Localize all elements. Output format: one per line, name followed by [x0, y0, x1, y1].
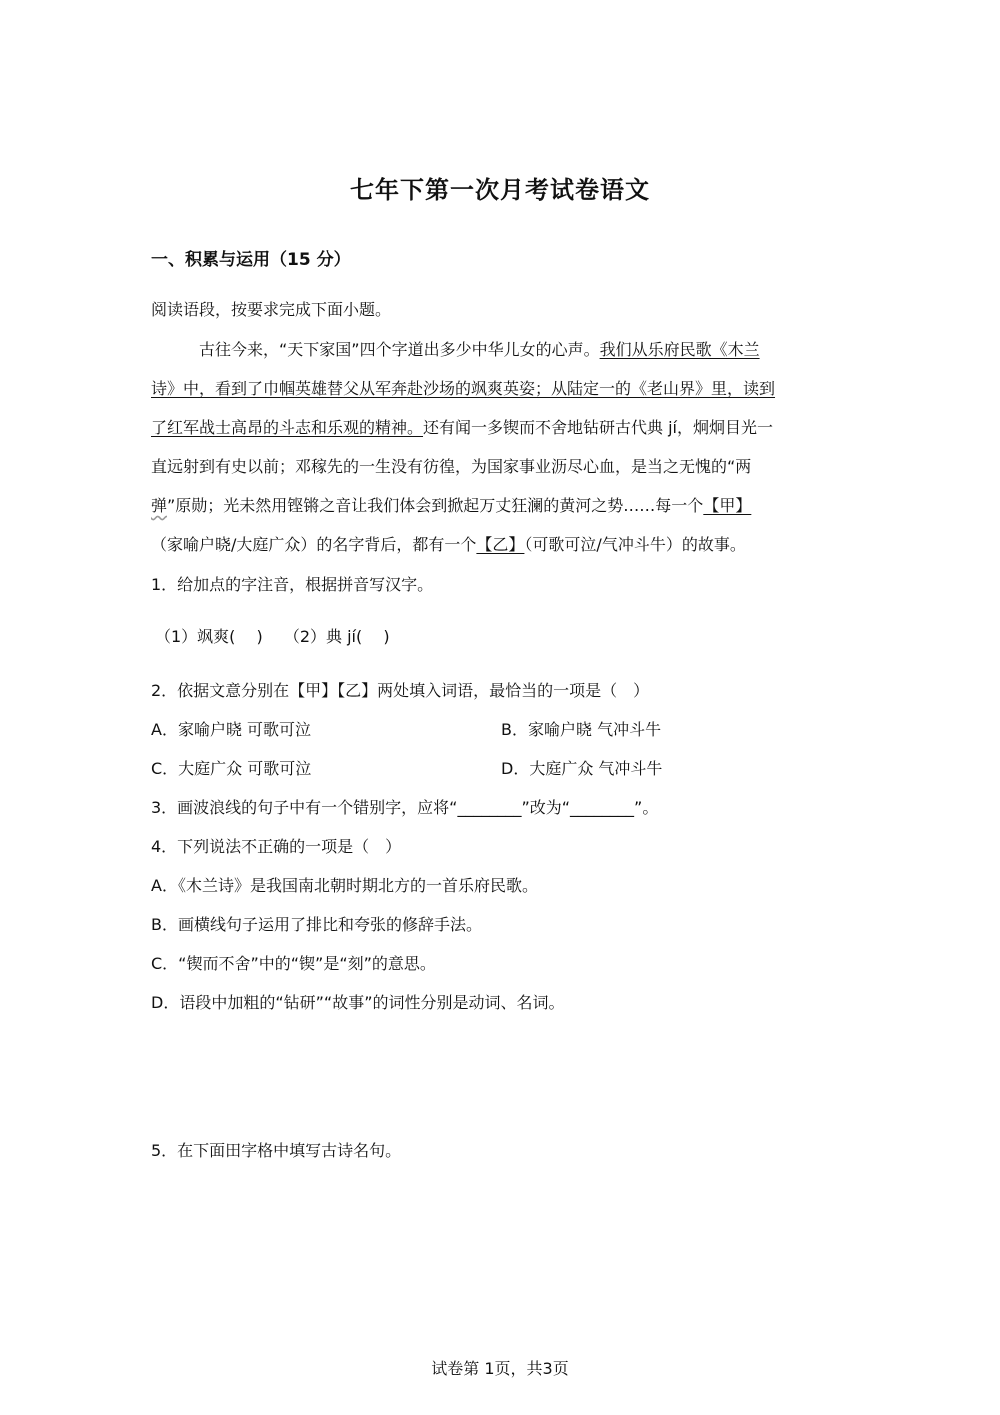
underlined-sentence: 我们从乐府民歌《木兰	[599, 340, 760, 359]
option-c[interactable]: C．“锲而不舍”中的“锲”是“刻”的意思。	[151, 954, 436, 973]
passage-line	[151, 496, 751, 516]
question-3[interactable]: 3．画波浪线的句子中有一个错别字，应将“________”改为“________”。	[151, 798, 659, 817]
blank-yi: 【乙】	[476, 535, 525, 554]
page-footer: 试卷第 1页，共3页	[431, 1359, 569, 1378]
question-2: 2．依据文意分别在【甲】【乙】两处填入词语，最恰当的一项是（ ）	[151, 681, 650, 700]
passage-line	[151, 379, 775, 399]
passage-line	[151, 535, 746, 555]
option-d[interactable]: D．大庭广众 气冲斗牛	[501, 759, 663, 778]
option-a[interactable]: A．家喻户晓 可歌可泣	[151, 720, 312, 739]
option-a[interactable]: A．《木兰诗》是我国南北朝时期北方的一首乐府民歌。	[151, 876, 538, 895]
passage-text: ”原勋；光未然用铿锵之音让我们体会到掀起万丈狂澜的黄河之势……每一个	[167, 496, 704, 515]
option-b[interactable]: B．画横线句子运用了排比和夸张的修辞手法。	[151, 915, 482, 934]
passage-text: （可歌可泣/气冲斗牛）的故事。	[524, 535, 746, 554]
blank-jia: 【甲】	[703, 496, 752, 515]
option-d[interactable]: D．语段中加粗的“钻研”“故事”的词性分别是动词、名词。	[151, 993, 565, 1012]
instruction: 阅读语段，按要求完成下面小题。	[151, 300, 392, 319]
page-title: 七年下第一次月考试卷语文	[350, 176, 650, 204]
option-c[interactable]: C．大庭广众 可歌可泣	[151, 759, 312, 778]
passage-line	[151, 457, 751, 477]
question-1: 1．给加点的字注音，根据拼音写汉字。	[151, 575, 434, 594]
passage-text: （家喻户晓/大庭广众）的名字背后，都有一个	[151, 535, 477, 554]
question-4: 4．下列说法不正确的一项是（ ）	[151, 837, 402, 856]
passage-text: 直远射到有史以前；邓稼先的一生没有彷徨，为国家事业沥尽心血，是当之无愧的“两	[151, 457, 752, 476]
section-heading: 一、积累与运用（15 分）	[151, 250, 351, 270]
underlined-sentence: 了红军战士高昂的斗志和乐观的精神。	[151, 418, 424, 437]
option-b[interactable]: B．家喻户晓 气冲斗牛	[501, 720, 662, 739]
question-5: 5．在下面田字格中填写古诗名句。	[151, 1141, 402, 1160]
passage-text: 古往今来，“天下家国”四个字道出多少中华儿女的心声。	[199, 340, 600, 359]
passage-line	[199, 340, 760, 360]
passage-line	[151, 418, 773, 438]
wavy-underlined-text: 弹	[151, 496, 168, 515]
underlined-sentence: 诗》中，看到了巾帼英雄替父从军奔赴沙场的飒爽英姿；从陆定一的《老山界》里，读到	[151, 379, 776, 398]
passage-text: 还有闻一多锲而不舍地钻研古代典 jí，炯炯目光一	[423, 418, 773, 437]
question-1-answer-blanks[interactable]: （1）飒爽( ) （2）典 jí( )	[155, 627, 390, 646]
